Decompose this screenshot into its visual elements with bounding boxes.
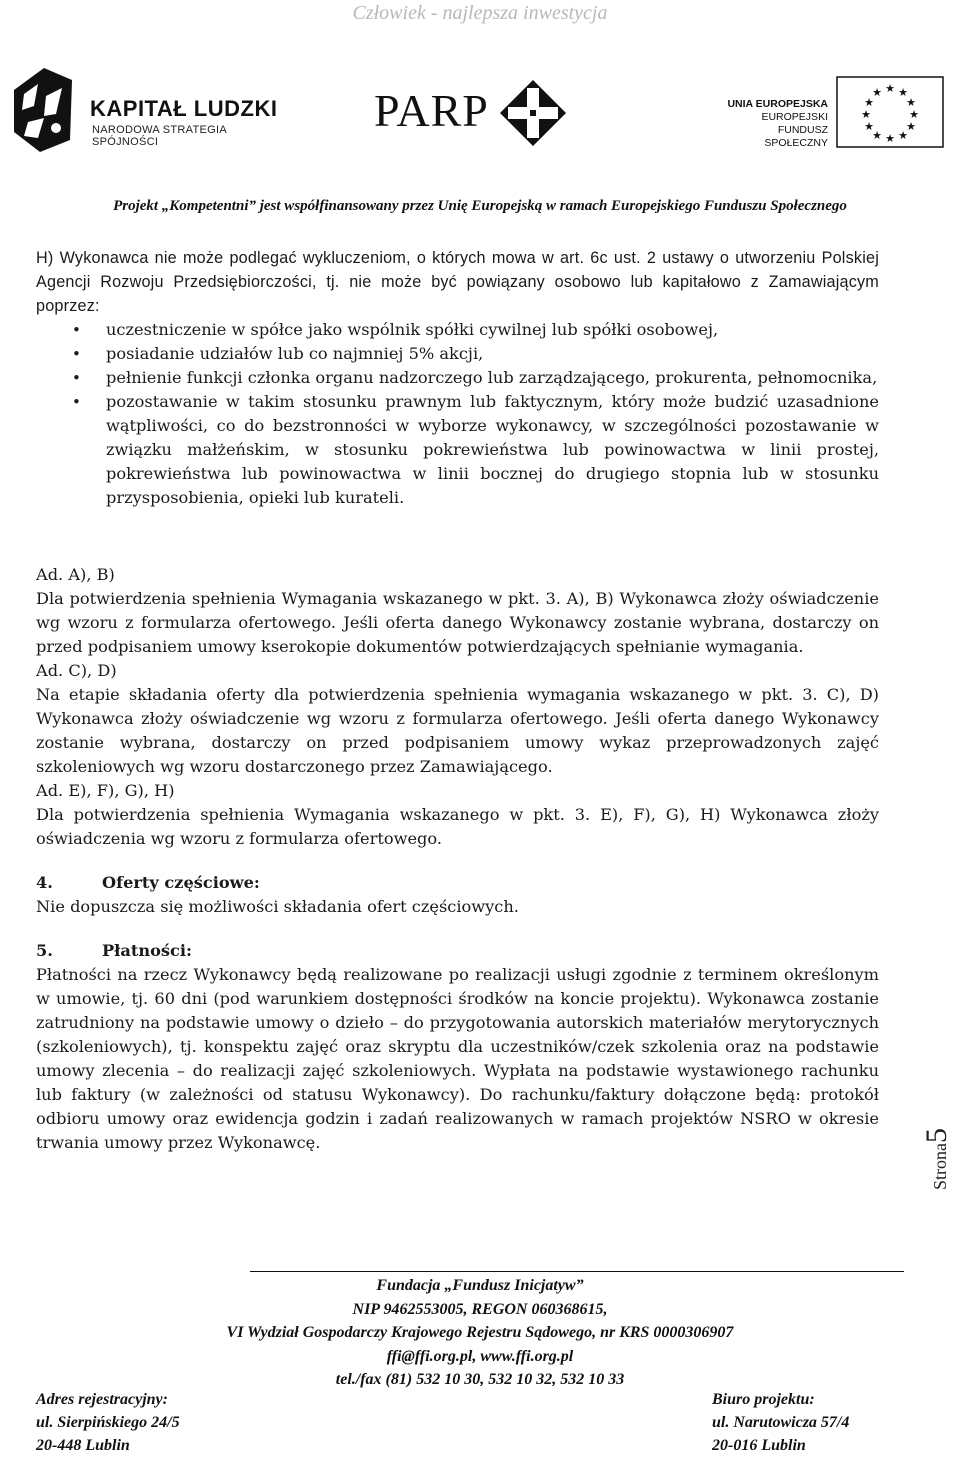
svg-text:★: ★ (885, 132, 895, 145)
footer-org-name: Fundacja „Fundusz Inicjatyw” (376, 1277, 584, 1294)
eu-logo-text (726, 98, 828, 150)
eu-flag-icon (836, 76, 944, 148)
svg-text:★: ★ (885, 82, 895, 95)
eu-logo-line3: FUNDUSZ SPOŁECZNY (764, 124, 828, 149)
footer-email-www: ffi@ffi.org.pl, www.ffi.org.pl (386, 1347, 574, 1365)
svg-text:★: ★ (898, 129, 908, 142)
project-cofinancing-line: Projekt „Kompetentni” jest współfinansowany przez Unię Europejską w ramach Europejskiego Funduszu Społecznego (113, 198, 847, 214)
svg-text:★: ★ (906, 120, 916, 133)
parp-logo (374, 76, 574, 146)
project-office-label: Biuro projektu: (712, 1391, 815, 1408)
section-4-number: 4. (36, 873, 53, 892)
footer-nip-regon: NIP 9462553005, REGON 060368615, (352, 1300, 608, 1318)
ad-efgh-text: Dla potwierdzenia spełnienia Wymagania wskazanego w pkt. 3. E), F), G), H) Wykonawca złoży oświadczenia wg wzoru z formularza ofertowego. (36, 805, 879, 848)
ad-cd-label: Ad. C), D) (36, 661, 117, 680)
list-item: • pełnienie funkcji członka organu nadzorczego lub zarządzającego, prokurenta, pełnomocnika, (106, 366, 879, 390)
ad-ab-label: Ad. A), B) (36, 565, 115, 584)
svg-text:★: ★ (906, 96, 916, 109)
svg-text:★: ★ (872, 129, 882, 142)
header-tagline: Człowiek - najlepsza inwestycja (352, 2, 608, 24)
list-item: • uczestniczenie w spółce jako wspólnik spółki cywilnej lub spółki osobowej, (106, 318, 879, 342)
project-office-city: 20-016 Lublin (712, 1437, 806, 1454)
footer-phone: tel./fax (81) 532 10 30, 532 10 32, 532 10 33 (335, 1371, 625, 1388)
svg-text:★: ★ (898, 86, 908, 99)
kapital-ludzki-emblem-icon (10, 66, 76, 154)
project-office-address (712, 1388, 849, 1457)
svg-text:★: ★ (861, 108, 871, 121)
kapital-ludzki-subtitle: NARODOWA STRATEGIA SPÓJNOŚCI (92, 124, 227, 148)
svg-text:★: ★ (864, 120, 874, 133)
project-office-street: ul. Narutowicza 57/4 (712, 1414, 850, 1431)
registered-address (36, 1388, 180, 1457)
registered-address-label: Adres rejestracyjny: (36, 1391, 168, 1408)
list-item: • posiadanie udziałów lub co najmniej 5% akcji, (106, 342, 879, 366)
ad-ab-text: Dla potwierdzenia spełnienia Wymagania wskazanego w pkt. 3. A), B) Wykonawca złoży oświadczenie wg wzoru z formularza ofertowego. Jeśli oferta danego Wykonawcy zostanie wybrana, dostarczy on przed podpisaniem umowy kserokopie dokumentów potwierdzających spełnianie wymagania. (36, 589, 879, 656)
section-5-heading (36, 939, 879, 963)
section-h-text: H) Wykonawca nie może podlegać wykluczeniom, o których mowa w art. 6c ust. 2 ustawy o utworzeniu Polskiej Agencji Rozwoju Przedsiębiorczości, tj. nie może być powiązany osobowo lub kapitałowo z Zamawiającym poprzez: (36, 249, 879, 315)
page-number: 5 (920, 1128, 953, 1143)
eu-logo-line1: UNIA EUROPEJSKA (727, 98, 828, 110)
page-label: Strona (930, 1143, 950, 1190)
kapital-ludzki-title: KAPITAŁ LUDZKI (90, 96, 278, 121)
svg-text:★: ★ (872, 86, 882, 99)
eu-logo (726, 76, 956, 148)
kapital-ludzki-logo (10, 66, 290, 152)
logo-bar (0, 62, 960, 152)
section-4-text: Nie dopuszcza się możliwości składania ofert częściowych. (36, 897, 519, 916)
ad-cd-text: Na etapie składania oferty dla potwierdzenia spełnienia wymagania wskazanego w pkt. 3. C), D) Wykonawca złoży oświadczenie wg wzoru z formularza ofertowego. Jeśli oferta danego Wykonawcy zostanie wybrana, dostarczy on przed podpisaniem umowy wykaz przeprowadzonych zajęć szkoleniowych wg wzoru dostarczonego przez Zamawiającego. (36, 685, 879, 776)
footer (0, 1274, 960, 1392)
parp-wordmark: PARP (374, 85, 489, 136)
eu-logo-line2: EUROPEJSKI (761, 111, 828, 123)
registered-address-city: 20-448 Lublin (36, 1437, 130, 1454)
page-number-vertical (920, 1128, 960, 1190)
parp-diamond-icon (500, 80, 566, 146)
exclusion-list (36, 318, 879, 510)
section-4-heading (36, 871, 879, 895)
section-5-number: 5. (36, 941, 53, 960)
section-5-title: Płatności: (102, 941, 193, 960)
footer-divider (250, 1271, 904, 1272)
section-5-text: Płatności na rzecz Wykonawcy będą realizowane po realizacji usługi zgodnie z terminem określonym w umowie, tj. 60 dni (pod warunkiem dostępności środków na koncie projektu). Wykonawca zostanie zatrudniony na podstawie umowy o dzieło – do przygotowania autorskich materiałów merytorycznych (szkoleniowych), tj. konspektu zajęć oraz skryptu dla uczestników/czek szkolenia oraz na podstawie umowy zlecenia – do realizacji zajęć szkoleniowych. Wypłata na podstawie wystawionego rachunku lub faktury (w zależności od statusu Wykonawcy). Do rachunku/faktury dołączone będą: protokół odbioru umowy oraz ewidencja godzin i zadań realizowanych w ramach projektów NSRO w okresie trwania umowy przez Wykonawcę. (36, 965, 879, 1152)
requirements-section (36, 563, 879, 1155)
registered-address-street: ul. Sierpińskiego 24/5 (36, 1414, 180, 1431)
exclusion-section (36, 246, 879, 510)
svg-text:★: ★ (864, 96, 874, 109)
section-4-title: Oferty częściowe: (102, 873, 260, 892)
list-item: • pozostawanie w takim stosunku prawnym lub faktycznym, który może budzić uzasadnione wątpliwości, co do bezstronności w wyborze wykonawcy, w szczególności pozostawanie w związku małżeńskim, w stosunku pokrewieństwa lub powinowactwa w linii prostej, pokrewieństwa lub powinowactwa w linii bocznej do drugiego stopnia lub w stosunku przysposobienia, opieki lub kurateli. (106, 390, 879, 510)
ad-efgh-label: Ad. E), F), G), H) (36, 781, 175, 800)
svg-text:★: ★ (909, 108, 919, 121)
footer-krs: VI Wydział Gospodarczy Krajowego Rejestru Sądowego, nr KRS 0000306907 (226, 1324, 734, 1341)
